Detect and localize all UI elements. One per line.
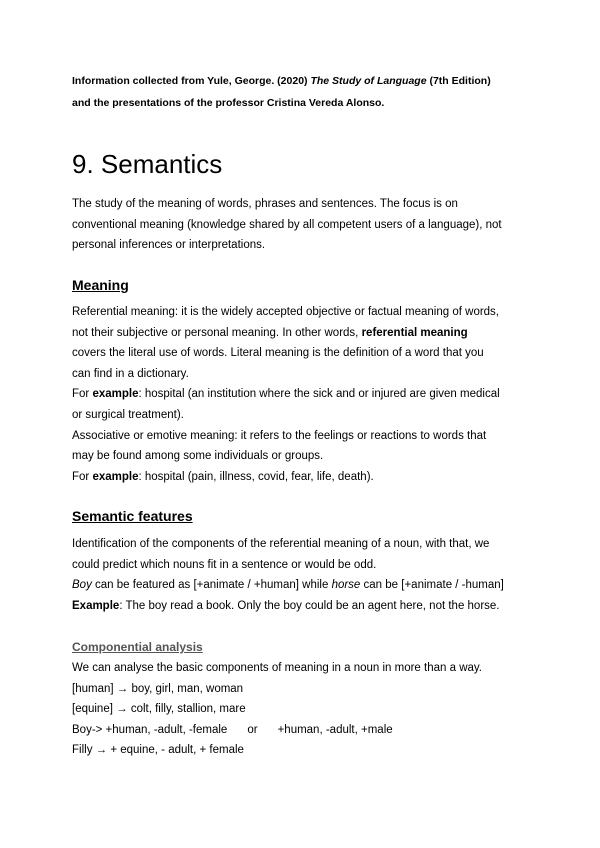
example-term: example — [92, 470, 139, 483]
intro-paragraph — [72, 194, 532, 256]
intro-line: personal inferences or interpretations. — [72, 239, 266, 252]
example-text: : The boy read a book. Only the boy could be an agent here, not the horse. — [119, 599, 500, 612]
features-text: can be [+animate / -human] — [360, 579, 504, 592]
componential-line: [equine] → colt, filly, stallion, mare — [72, 703, 246, 716]
example-prefix: For — [72, 388, 93, 401]
boy-features-a: Boy-> +human, -adult, -female — [72, 723, 228, 736]
meaning-line: Referential meaning: it is the widely accepted objective or factual meaning of words, — [72, 306, 500, 318]
meaning-section — [72, 302, 532, 487]
horse-term: horse — [331, 579, 361, 592]
features-line: Identification of the components of the referential meaning of a noun, with that, we — [72, 538, 490, 550]
example-text: : hospital (pain, illness, covid, fear, life, death). — [138, 470, 374, 483]
features-line: could predict which nouns fit in a sentence or would be odd. — [72, 558, 377, 571]
features-line — [72, 575, 532, 596]
componential-line: We can analyse the basic components of meaning in a noun in more than a way. — [72, 662, 482, 674]
page-title: 9. Semantics — [72, 149, 223, 179]
source-line-2: and the presentations of the professor Cristina Vereda Alonso. — [72, 97, 385, 109]
source-note — [72, 70, 542, 114]
meaning-text: not their subjective or personal meaning. In other words, — [72, 326, 362, 339]
componential-analysis-heading: Componential analysis — [72, 640, 203, 654]
intro-line: conventional meaning (knowledge shared by all competent users of a language), not — [72, 218, 502, 231]
features-section — [72, 534, 532, 616]
edition-text: (7th Edition) — [426, 75, 491, 87]
boy-term: Boy — [72, 579, 92, 592]
meaning-line: can find in a dictionary. — [72, 367, 189, 380]
semantic-features-heading: Semantic features — [72, 508, 193, 524]
or-text: or — [247, 723, 258, 736]
boy-features-b: +human, -adult, +male — [277, 723, 393, 736]
example-line — [72, 384, 532, 405]
source-text: Information collected from Yule, George. (2020) — [72, 75, 311, 87]
example-text: : hospital (an institution where the sick and or injured are given medical — [138, 388, 500, 401]
example-prefix: For — [72, 470, 93, 483]
example-term: Example — [72, 599, 120, 612]
meaning-line: Associative or emotive meaning: it refers to the feelings or reactions to words that — [72, 429, 487, 442]
componential-line — [72, 720, 532, 741]
componential-line: [human] → boy, girl, man, woman — [72, 682, 244, 695]
features-text: can be featured as [+animate / +human] while — [91, 579, 332, 592]
example-line — [72, 596, 532, 617]
componential-line: Filly → + equine, - adult, + female — [72, 744, 244, 757]
meaning-line: covers the literal use of words. Literal meaning is the definition of a word that you — [72, 347, 484, 360]
book-title: The Study of Language — [310, 75, 427, 87]
meaning-line: may be found among some individuals or groups. — [72, 450, 324, 463]
componential-section — [72, 658, 532, 761]
example-term: example — [92, 388, 139, 401]
intro-line: The study of the meaning of words, phrases and sentences. The focus is on — [72, 198, 458, 210]
example-line — [72, 467, 532, 488]
referential-meaning-term: referential meaning — [361, 326, 468, 339]
meaning-line — [72, 323, 532, 344]
source-line-1 — [72, 70, 542, 92]
example-line: or surgical treatment). — [72, 408, 184, 421]
meaning-heading: Meaning — [72, 277, 129, 293]
